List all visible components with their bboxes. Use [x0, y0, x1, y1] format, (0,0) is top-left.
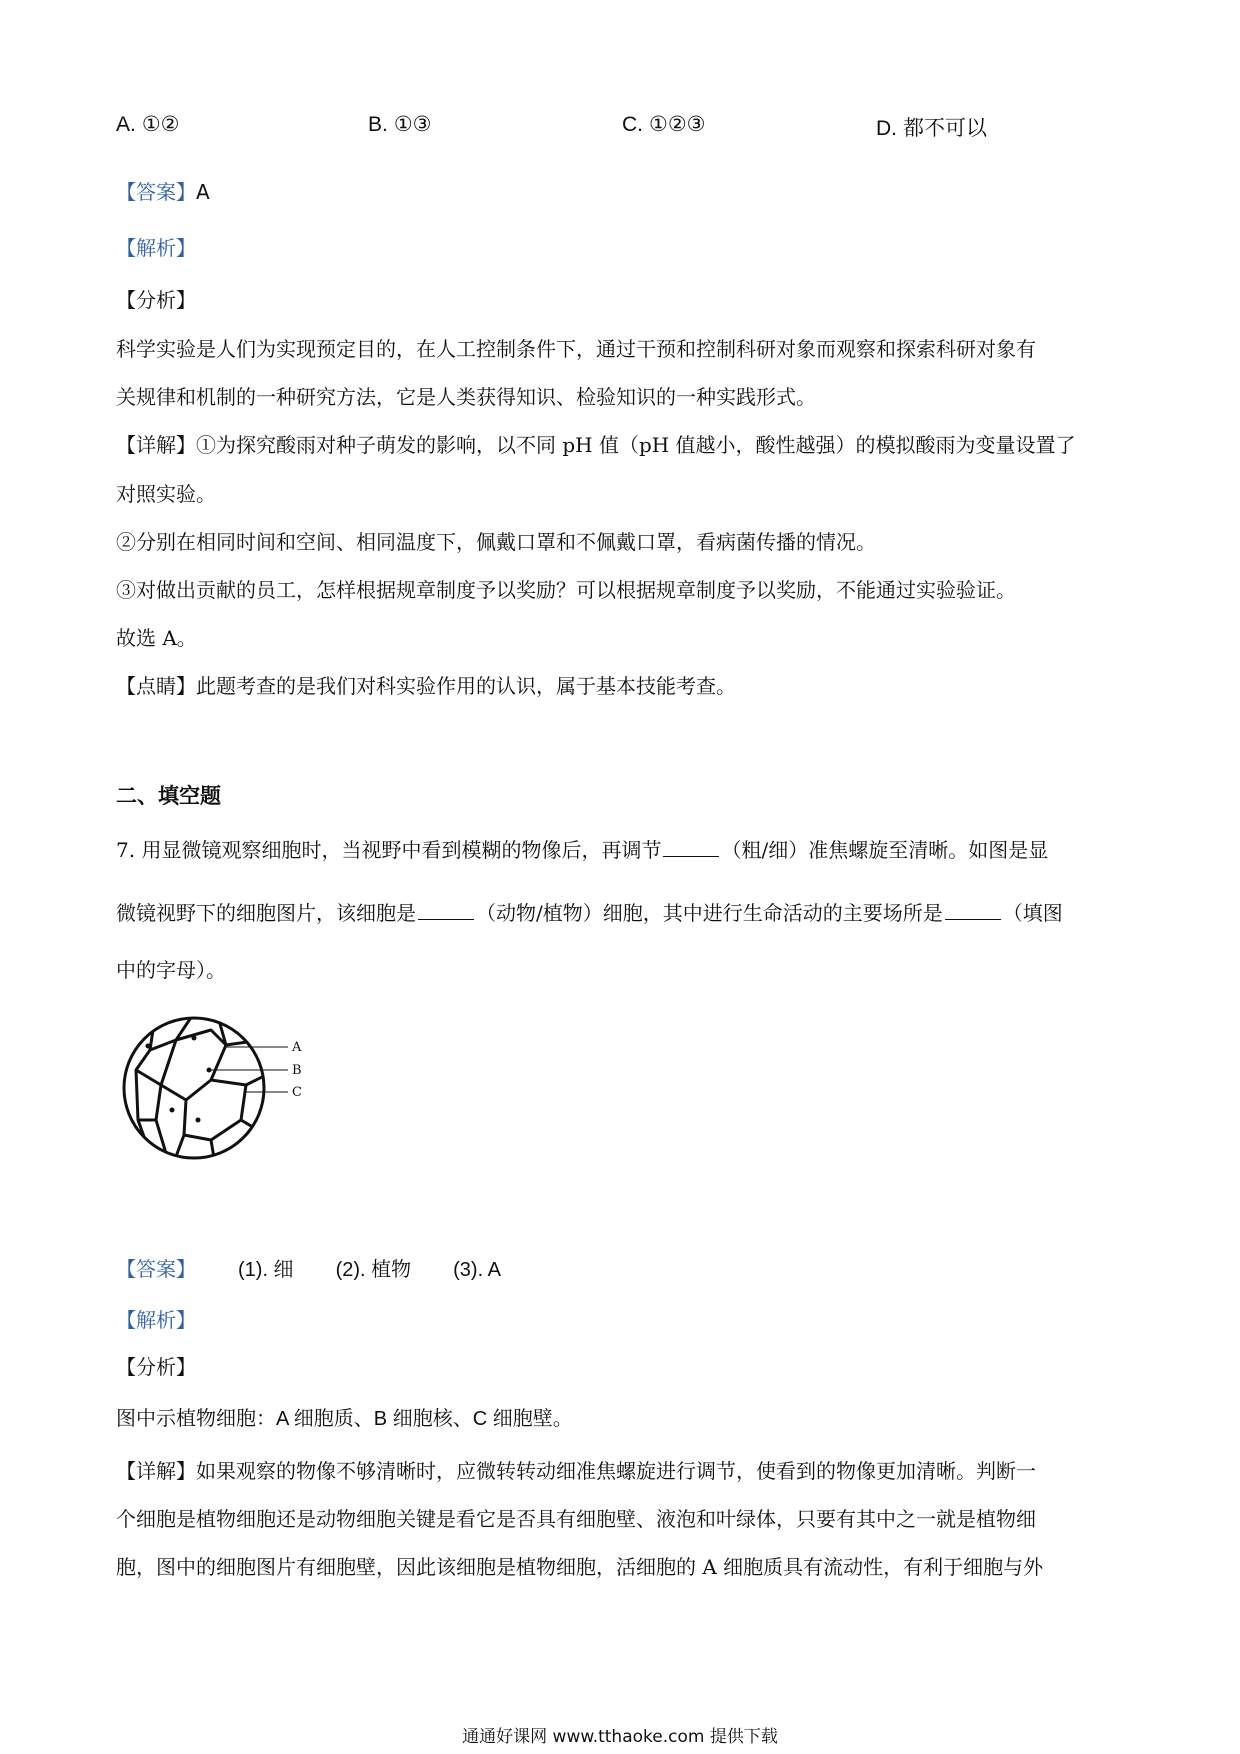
q7-fenxi-text: 图中示植物细胞：A 细胞质、B 细胞核、C 细胞壁。: [116, 1408, 573, 1430]
analysis-tag: 【解析】: [116, 236, 196, 260]
q6-options: [116, 112, 1136, 146]
dianjing-tag: 【点睛】: [116, 674, 196, 698]
q6-line-3: ③对做出贡献的员工，怎样根据规章制度予以奖励？可以根据规章制度予以奖励，不能通过实验验证。: [116, 578, 1016, 602]
answer-part-1: (1). 细: [238, 1259, 294, 1281]
page-footer[interactable]: 通通好课网 www.tthaoke.com 提供下载: [462, 1727, 778, 1747]
q7-line1: [116, 835, 1136, 865]
q7-text: 微镜视野下的细胞图片，该细胞是: [116, 901, 416, 925]
answer-value: A: [196, 180, 210, 204]
xiangjie-text: ①为探究酸雨对种子萌发的影响，以不同 pH 值（pH 值越小，酸性越强）的模拟酸雨为变量设置了: [196, 433, 1076, 457]
answer-tag: 【答案】: [116, 1257, 196, 1281]
answer-part-2: (2). 植物: [335, 1259, 412, 1281]
q6-xiangjie-line2: 对照实验。: [116, 482, 216, 506]
option-text: ①③: [393, 113, 432, 136]
q6-line-2: ②分别在相同时间和空间、相同温度下，佩戴口罩和不佩戴口罩，看病菌传播的情况。: [116, 530, 876, 554]
microscope-cell-figure: [116, 1010, 336, 1170]
answer-part-3: (3). A: [453, 1259, 501, 1281]
q6-fenxi-line2: 关规律和机制的一种研究方法，它是人类获得知识、检验知识的一种实践形式。: [116, 385, 816, 409]
q7-analysis-heading: [116, 1305, 1136, 1335]
q7-text: 7. 用显微镜观察细胞时，当视野中看到模糊的物像后，再调节: [116, 838, 662, 862]
figure-label-c: C: [292, 1085, 302, 1100]
option-text: 都不可以: [903, 117, 987, 140]
analysis-tag: 【解析】: [116, 1308, 196, 1332]
xiangjie-tag: 【详解】: [116, 1459, 196, 1483]
q7-text: （填图: [1002, 901, 1063, 925]
xiangjie-text: 如果观察的物像不够清晰时，应微转转动细准焦螺旋进行调节，使看到的物像更加清晰。判断一: [196, 1459, 1036, 1483]
fenxi-tag: 【分析】: [116, 288, 196, 312]
option-a: [116, 112, 180, 137]
figure-label-b: B: [292, 1063, 302, 1078]
option-c: [622, 112, 705, 137]
q7-xiangjie-line2: 个细胞是植物细胞还是动物细胞关键是看它是否具有细胞壁、液泡和叶绿体，只要有其中之一就是植物细: [116, 1507, 1036, 1531]
answer-blank: [945, 899, 1001, 920]
q7-xiangjie-line3: 胞，图中的细胞图片有细胞壁，因此该细胞是植物细胞，活细胞的 A 细胞质具有流动性，有利于细胞与外: [116, 1555, 1044, 1579]
option-letter: D.: [876, 117, 897, 140]
q7-fenxi-heading: [116, 1352, 1136, 1382]
q6-xiangjie-line1: [116, 430, 1136, 460]
answer-tag: 【答案】: [116, 180, 196, 204]
q6-answer: [116, 177, 1136, 207]
q7-text: （动物/植物）细胞，其中进行生命活动的主要场所是: [476, 901, 943, 925]
q7-line3: 中的字母）。: [116, 958, 226, 982]
q6-dianjing: [116, 671, 1136, 701]
option-letter: C.: [622, 113, 643, 136]
q7-xiangjie-line1: [116, 1456, 1136, 1486]
option-text: ①②: [141, 113, 180, 136]
fenxi-tag: 【分析】: [116, 1355, 196, 1379]
q6-fenxi-line1: 科学实验是人们为实现预定目的，在人工控制条件下，通过干预和控制科研对象而观察和探索科研对象有: [116, 337, 1036, 361]
option-text: ①②③: [649, 113, 706, 136]
option-letter: B.: [368, 113, 388, 136]
dianjing-text: 此题考查的是我们对科实验作用的认识，属于基本技能考查。: [196, 674, 736, 698]
option-d: [876, 112, 987, 142]
q7-line2: [116, 898, 1136, 928]
q6-fenxi-heading: [116, 285, 1136, 315]
figure-label-a: A: [292, 1040, 302, 1055]
q7-answer: [116, 1254, 501, 1285]
option-b: [368, 112, 432, 137]
answer-blank: [663, 836, 719, 857]
answer-blank: [418, 899, 474, 920]
xiangjie-tag: 【详解】: [116, 433, 196, 457]
section-title: 二、填空题: [116, 784, 221, 808]
option-letter: A.: [116, 113, 136, 136]
q7-text: （粗/细）准焦螺旋至清晰。如图是显: [721, 838, 1049, 862]
q6-analysis-heading: [116, 233, 1136, 263]
q6-choose: 故选 A。: [116, 626, 197, 650]
